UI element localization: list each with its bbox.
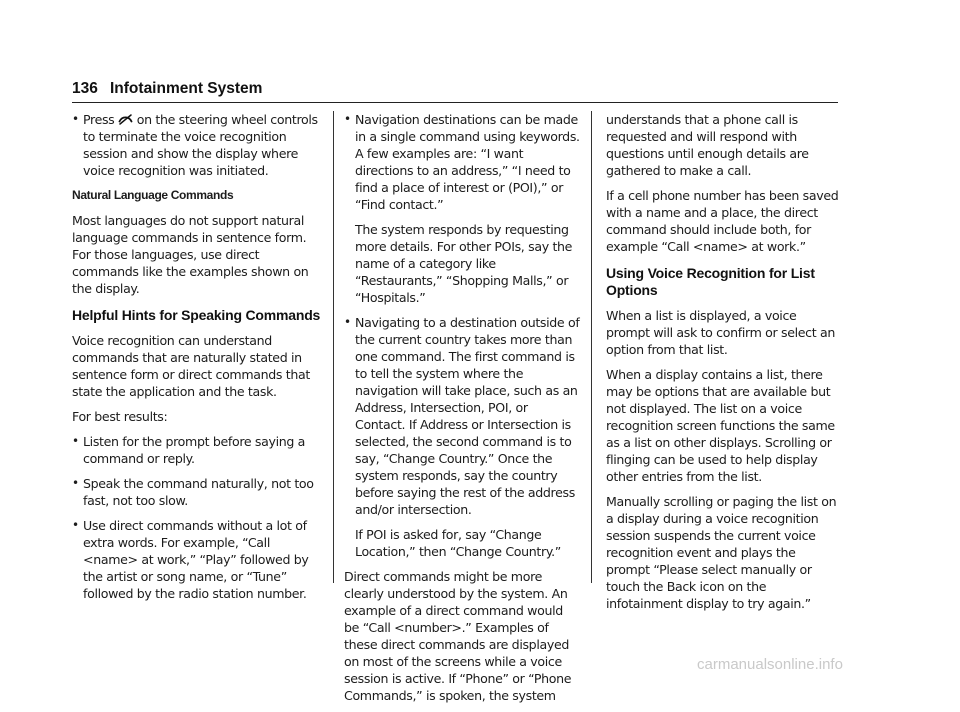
bullet-dot: • (72, 112, 79, 126)
bullet-text-pre: Press (83, 112, 115, 127)
bullet-item (344, 314, 580, 518)
subheading-natural-language: Natural Language Commands (72, 188, 234, 202)
bullet-item (72, 111, 327, 179)
bullet-dot: • (72, 476, 79, 490)
bullet-dot: • (344, 112, 351, 126)
watermark-text: carmanualsonline.info (697, 656, 843, 673)
bullet-dot: • (72, 434, 79, 448)
paragraph: Most languages do not support natural language commands in sentence form. For those languages, use direct commands like the examples shown on the display. (72, 213, 309, 296)
paragraph: Direct commands might be more clearly understood by the system. An example of a direct command would be “Call <number>.” Examples of these direct commands are displayed on most of the screens while a voice session is active. If “Phone” or “Phone Commands,” is spoken, the system (344, 569, 572, 703)
column-1 (72, 111, 327, 610)
section-title: Infotainment System (110, 80, 263, 97)
page-number: 136 (72, 80, 98, 97)
paragraph: Voice recognition can understand commands that are naturally stated in sentence form or direct commands that state the application and the task. (72, 333, 310, 399)
paragraph: For best results: (72, 409, 168, 424)
bullet-dot: • (344, 315, 351, 329)
paragraph: When a display contains a list, there may be options that are available but not displayed. The list on a voice recognition screen functions the same as a list on other displays. Scrolling or flinging can be used to help display other entries from the list. (606, 367, 835, 484)
paragraph: understands that a phone call is requested and will respond with questions until enough details are gathered to make a call. (606, 112, 809, 178)
heading-helpful-hints: Helpful Hints for Speaking Commands (72, 307, 321, 323)
bullet-item (344, 111, 580, 213)
bullet-text-post: on the steering wheel controls to terminate the voice recognition session and show the display where voice recognition was initiated. (83, 112, 318, 178)
bullet-text: Navigation destinations can be made in a single command using keywords. A few examples are: “I want directions to an address,” “I need to find a place of interest or (POI),” or “Find contact.” (355, 112, 580, 212)
bullet-item (72, 475, 327, 509)
paragraph: Manually scrolling or paging the list on a display during a voice recognition session suspends the current voice recognition event and plays the prompt “Please select manually or touch the Back icon on the infotainment display to try again.” (606, 494, 837, 611)
end-voice-session-icon (118, 114, 133, 125)
heading-list-options: Using Voice Recognition for List Options (606, 265, 815, 298)
column-2 (344, 111, 580, 712)
bullet-item (72, 517, 327, 602)
bullet-subparagraph: The system responds by requesting more details. For other POIs, say the name of a category like “Restaurants,” “Shopping Malls,” or “Hospitals.” (355, 222, 573, 305)
column-3 (606, 111, 842, 620)
bullet-text: Speak the command naturally, not too fast, not too slow. (83, 476, 314, 508)
bullet-text: Navigating to a destination outside of the current country takes more than one command. The first command is to tell the system where the navigation will take place, such as an Address, Intersection, POI, or Contact. If Address or Intersection is selected, the second command is to say, “Change Country.” Once the system responds, say the country before saying the rest of the address and/or intersection. (355, 315, 580, 517)
bullet-text: Use direct commands without a lot of extra words. For example, “Call <name> at work,” “Play” followed by the artist or song name, or “Tune” followed by the radio station number. (83, 518, 309, 601)
page-header (72, 80, 838, 103)
bullet-subparagraph: If POI is asked for, say “Change Location,” then “Change Country.” (355, 527, 561, 559)
paragraph: If a cell phone number has been saved with a name and a place, the direct command should include both, for example “Call <name> at work.” (606, 188, 839, 254)
column-divider (333, 111, 334, 583)
bullet-item (72, 433, 327, 467)
bullet-dot: • (72, 518, 79, 532)
column-divider (591, 111, 592, 583)
bullet-text: Listen for the prompt before saying a command or reply. (83, 434, 306, 466)
paragraph: When a list is displayed, a voice prompt will ask to confirm or select an option from that list. (606, 308, 835, 357)
